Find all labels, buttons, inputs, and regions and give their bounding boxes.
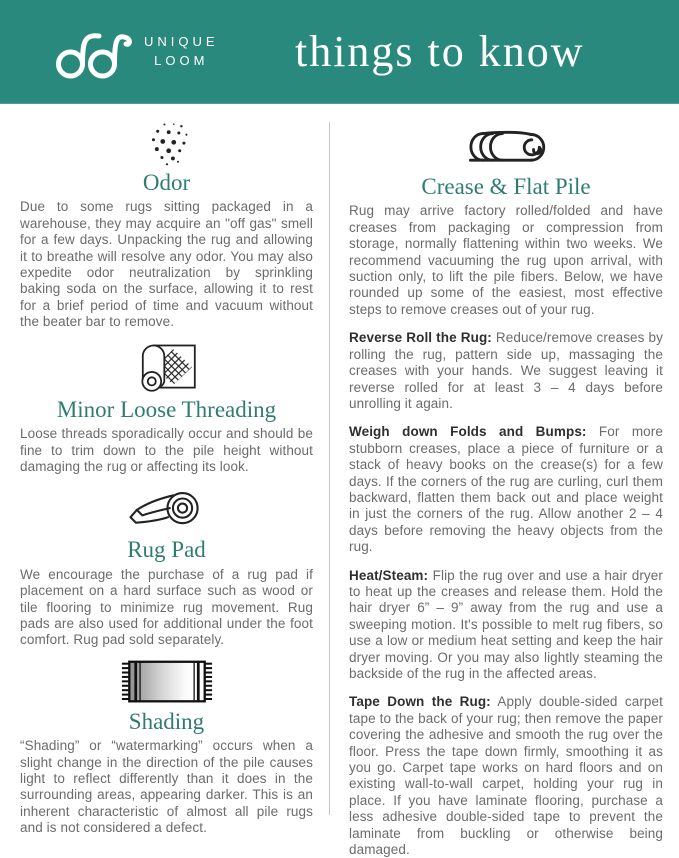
- section-icon-wrap: [20, 341, 313, 393]
- section-body: Due to some rugs sitting packaged in a warehouse, they may acquire an "off gas" smell for a few days. Unpacking the rug and allowing it to breathe will resolve any odor. You may also expedite odor neutralization by sprinkling baking soda on the surface, allowing it to rest for a brief period of time and vacuum without the beater bar to remove.: [20, 199, 313, 330]
- section-body: We encourage the purchase of a rug pad if placement on a hard surface such as wood or tile flooring to minimize rug movement. Rug pads are also used for additional under the foot comfort. Rug pad sold separately.: [20, 566, 313, 648]
- section-icon-wrap: [20, 122, 313, 166]
- rolled-rug-icon: [457, 122, 555, 170]
- left-column: [0, 122, 329, 836]
- odor-dots-icon: [142, 122, 192, 166]
- brand-logo: [54, 23, 219, 81]
- section-icon-wrap: [20, 485, 313, 533]
- section-heading: Crease & Flat Pile: [421, 174, 591, 199]
- shaded-rug-icon: [120, 659, 214, 705]
- section-heading: Odor: [142, 170, 191, 195]
- tip-weigh-down: [349, 424, 663, 555]
- brand-line-2: LOOM: [154, 52, 209, 68]
- section-icon-wrap: [349, 122, 663, 170]
- tip-tape-down: [349, 694, 663, 858]
- section-heading: Minor Loose Threading: [56, 396, 277, 422]
- section-shading: [20, 659, 313, 837]
- page-title: things to know: [294, 27, 585, 76]
- section-heading: Rug Pad: [127, 537, 206, 563]
- section-rug-pad: [20, 485, 313, 648]
- rug-pad-roll-icon: [125, 485, 209, 533]
- tip-body: For more stubborn creases, place a piece of furniture or a stack of heavy books on the crease(s) for a few days. If the corners of the rug are curling, curl them backward, flatten them back out and place weight in just the corners of the rug. Allow another 2 – 4 days before removing the heavy objects from the rug.: [349, 424, 663, 555]
- section-odor: [20, 122, 313, 331]
- tip-label: Tape Down the Rug:: [349, 694, 491, 710]
- section-body: Loose threads sporadically occur and should be fine to trim down to the pile height without damaging the rug or affecting its look.: [20, 426, 313, 474]
- tip-label: Heat/Steam:: [349, 567, 429, 583]
- tip-label: Weigh down Folds and Bumps:: [349, 424, 587, 440]
- tip-body: Flip the rug over and use a hair dryer to heat up the creases and release them. Hold the hair dryer 6” – 9” away from the rug and use a sweeping motion. It's possible to melt rug fibers, so use a low or medium heat setting and keep the hair dryer moving. Or you may also lightly steaming the backside of the rug in the affected areas.: [349, 567, 663, 681]
- tip-body: Reduce/remove creases by rolling the rug, pattern side up, massaging the creases with your hands. We suggest leaving it reverse rolled for at least 3 – 4 days before unrolling it again.: [349, 330, 663, 411]
- section-icon-wrap: [20, 659, 313, 705]
- brand-line-1: UNIQUE: [144, 33, 219, 49]
- section-body: Rug may arrive factory rolled/folded and have creases from packaging or compression from storage, normally flattening within two weeks. We recommend vacuuming the rug upon arrival, with suction only, to lift the pile fibers. Below, we have rounded up some of the easiest, most effective steps to remove creases out of your rug.: [349, 203, 663, 317]
- right-column: [330, 122, 679, 858]
- tip-heat-steam: [349, 568, 663, 683]
- section-loose-threading: [20, 341, 313, 476]
- tip-label: Reverse Roll the Rug:: [349, 330, 492, 346]
- rolled-mesh-icon: [132, 341, 202, 393]
- unique-loom-logomark-icon: [54, 23, 132, 81]
- tip-reverse-roll: [349, 330, 663, 412]
- tip-body: Apply double-sided carpet tape to the back of your rug; then remove the paper covering the adhesive and smooth the rug over the floor. Press the tape down firmly, smoothing it as you go. Carpet tape works on hard floors and on existing wall-to-wall carpet, holding your rug in place. If you have laminate flooring, purchase a less adhesive double-sided tape to prevent the laminate from buckling or otherwise being damaged.: [349, 694, 664, 858]
- content: [0, 104, 679, 858]
- section-body: “Shading” or “watermarking” occurs when a slight change in the direction of the pile causes light to reflect differently than it does in the surrounding areas, appearing darker. This is an inherent characteristic of almost all pile rugs and is not considered a defect.: [20, 738, 313, 836]
- brand-name: [144, 33, 219, 71]
- section-crease-flat-pile: [349, 122, 663, 318]
- section-heading: Shading: [128, 708, 205, 734]
- header-banner: [0, 0, 679, 104]
